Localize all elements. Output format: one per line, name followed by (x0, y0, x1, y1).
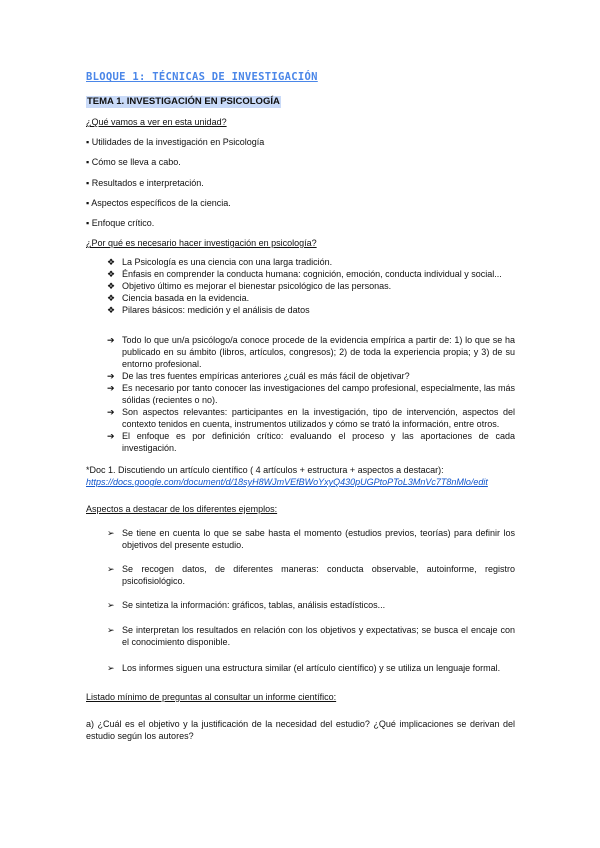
question-a: a) ¿Cuál es el objetivo y la justificación de la necesidad del estudio? ¿Qué implicaciones se derivan del estudio según los autores? (86, 719, 515, 741)
diamond-bullet-icon: ❖ (107, 293, 116, 303)
section-heading: ¿Qué vamos a ver en esta unidad? (86, 117, 227, 127)
list-item: ➔ De las tres fuentes empíricas anteriores ¿cuál es más fácil de objetivar? (107, 371, 410, 381)
arrowhead-bullet-icon: ➢ (107, 528, 115, 538)
list-item: ➔ Es necesario por tanto conocer las investigaciones del campo profesional, especialmente, las más sólidas (recientes o no). (107, 383, 515, 405)
arrow-bullet-icon: ➔ (107, 431, 115, 441)
arrow-bullet-icon: ➔ (107, 371, 115, 381)
doc-reference: *Doc 1. Discutiendo un artículo científico ( 4 artículos + estructura + aspectos a destacar): https://docs.google.com/document/d/18syH8WJmVEfBWoYxyQ430pUGPtoPToL3MnVc7T8nMlo/edit (86, 465, 488, 487)
list-item: ▪ Enfoque crítico. (86, 218, 155, 228)
list-item: ➢ Se tiene en cuenta lo que se sabe hasta el momento (estudios previos, teorías) para definir los objetivos del presente estudio. (107, 528, 515, 550)
arrowhead-bullet-icon: ➢ (107, 564, 115, 574)
list-item: ➔ Son aspectos relevantes: participantes en la investigación, tipo de intervención, aspectos del contexto tenidos en cuenta, instrumentos utilizados y cómo se trató la información, entre otros. (107, 407, 515, 429)
document-title: BLOQUE 1: TÉCNICAS DE INVESTIGACIÓN (86, 71, 318, 83)
arrowhead-bullet-icon: ➢ (107, 663, 115, 673)
section-heading: Listado mínimo de preguntas al consultar un informe científico: (86, 692, 337, 702)
topic-heading: TEMA 1. INVESTIGACIÓN EN PSICOLOGÍA (87, 96, 280, 107)
list-item: ❖ Pilares básicos: medición y el análisis de datos (107, 305, 310, 315)
section-heading: Aspectos a destacar de los diferentes ejemplos: (86, 504, 278, 514)
arrowhead-bullet-icon: ➢ (107, 600, 115, 610)
list-item: ▪ Utilidades de la investigación en Psicología (86, 137, 265, 147)
arrow-bullet-icon: ➔ (107, 407, 115, 417)
arrowhead-bullet-icon: ➢ (107, 625, 115, 635)
list-item: ▪ Cómo se lleva a cabo. (86, 157, 181, 167)
list-item: ❖ Énfasis en comprender la conducta humana: cognición, emoción, conducta individual y social... (107, 269, 502, 279)
diamond-bullet-icon: ❖ (107, 305, 116, 315)
section-heading: ¿Por qué es necesario hacer investigación en psicología? (86, 238, 317, 248)
list-item: ➢ Se interpretan los resultados en relación con los objetivos y expectativas; se busca el encaje con el conocimiento disponible. (107, 625, 515, 647)
arrow-bullet-icon: ➔ (107, 383, 115, 393)
doc-link[interactable]: https://docs.google.com/document/d/18syH8WJmVEfBWoYxyQ430pUGPtoPToL3MnVc7T8nMlo/edit (86, 477, 488, 487)
diamond-bullet-icon: ❖ (107, 281, 116, 291)
arrow-bullet-icon: ➔ (107, 335, 115, 345)
list-item: ➢ Se sintetiza la información: gráficos, tablas, análisis estadísticos... (107, 600, 386, 610)
diamond-bullet-icon: ❖ (107, 257, 116, 267)
list-item: ➢ Se recogen datos, de diferentes maneras: conducta observable, autoinforme, registro psicofisiológico. (107, 564, 515, 586)
list-item: ➔ El enfoque es por definición crítico: evaluando el proceso y las aportaciones de cada investigación. (107, 431, 515, 453)
list-item: ➢ Los informes siguen una estructura similar (el artículo científico) y se utiliza un lenguaje formal. (107, 663, 501, 673)
list-item: ❖ La Psicología es una ciencia con una larga tradición. (107, 257, 333, 267)
list-item: ❖ Objetivo último es mejorar el bienestar psicológico de las personas. (107, 281, 392, 291)
diamond-bullet-icon: ❖ (107, 269, 116, 279)
list-item: ▪ Resultados e interpretación. (86, 178, 204, 188)
list-item: ▪ Aspectos específicos de la ciencia. (86, 198, 231, 208)
list-item: ➔ Todo lo que un/a psicólogo/a conoce procede de la evidencia empírica a partir de: 1) lo que se ha publicado en su ámbito (libros, artículos, congresos); 2) de toda la experiencia propia; y 3) de su entorno profesional. (107, 335, 515, 369)
list-item: ❖ Ciencia basada en la evidencia. (107, 293, 250, 303)
